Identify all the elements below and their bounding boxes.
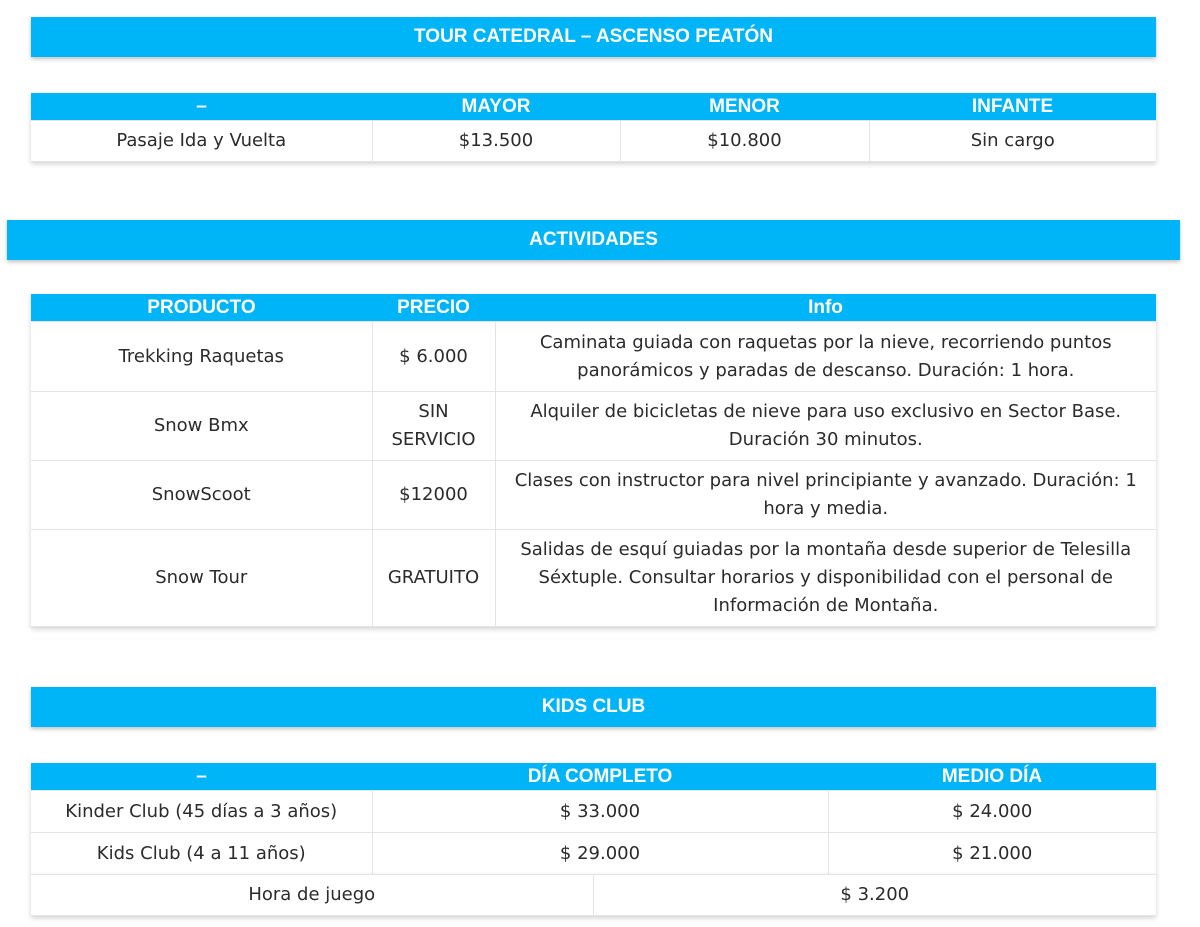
product-cell: Snow Tour xyxy=(31,530,372,627)
table-header-row xyxy=(31,93,1156,121)
hora-de-juego-table xyxy=(31,874,1156,916)
column-header: INFANTE xyxy=(869,93,1156,121)
table-cell: Sin cargo xyxy=(869,121,1156,162)
actividades-table xyxy=(31,294,1156,627)
info-cell: Clases con instructor para nivel principiante y avanzado. Duración: 1 hora y media. xyxy=(495,461,1156,530)
table-cell: $10.800 xyxy=(620,121,869,162)
product-cell: Snow Bmx xyxy=(31,392,372,461)
actividades-title: ACTIVIDADES xyxy=(529,229,658,250)
table-cell: $ 21.000 xyxy=(828,833,1156,875)
product-cell: SnowScoot xyxy=(31,461,372,530)
table-cell: Hora de juego xyxy=(31,875,593,916)
column-header: MEDIO DÍA xyxy=(828,763,1156,791)
column-header: MENOR xyxy=(620,93,869,121)
table-cell: Kinder Club (45 días a 3 años) xyxy=(31,791,372,833)
table-row xyxy=(31,392,1156,461)
price-cell: SIN SERVICIO xyxy=(372,392,495,461)
table-cell: $13.500 xyxy=(372,121,620,162)
table-row xyxy=(31,875,1156,916)
table-row xyxy=(31,530,1156,627)
table-cell: $ 29.000 xyxy=(372,833,828,875)
table-row xyxy=(31,322,1156,392)
tour-title: TOUR CATEDRAL – ASCENSO PEATÓN xyxy=(414,26,773,47)
info-cell: Salidas de esquí guiadas por la montaña desde superior de Telesilla Séxtuple. Consultar horarios y disponibilidad con el personal de Información de Montaña. xyxy=(495,530,1156,627)
table-row xyxy=(31,461,1156,530)
tour-title-banner xyxy=(31,17,1156,57)
column-header: Info xyxy=(495,294,1156,322)
column-header: – xyxy=(31,93,372,121)
kids-club-title: KIDS CLUB xyxy=(541,696,646,717)
column-header: – xyxy=(31,763,372,791)
table-cell: $ 33.000 xyxy=(372,791,828,833)
table-header-row xyxy=(31,294,1156,322)
table-cell: Kids Club (4 a 11 años) xyxy=(31,833,372,875)
column-header: PRODUCTO xyxy=(31,294,372,322)
kids-club-title-banner xyxy=(31,687,1156,727)
table-row xyxy=(31,833,1156,875)
info-cell: Alquiler de bicicletas de nieve para uso exclusivo en Sector Base. Duración 30 minutos. xyxy=(495,392,1156,461)
product-cell: Trekking Raquetas xyxy=(31,322,372,392)
table-cell: Pasaje Ida y Vuelta xyxy=(31,121,372,162)
kids-club-table xyxy=(31,763,1156,875)
price-cell: $ 6.000 xyxy=(372,322,495,392)
column-header: PRECIO xyxy=(372,294,495,322)
table-cell: $ 24.000 xyxy=(828,791,1156,833)
info-cell: Caminata guiada con raquetas por la nieve, recorriendo puntos panorámicos y paradas de descanso. Duración: 1 hora. xyxy=(495,322,1156,392)
price-cell: GRATUITO xyxy=(372,530,495,627)
column-header: DÍA COMPLETO xyxy=(372,763,828,791)
table-row xyxy=(31,121,1156,162)
table-cell: $ 3.200 xyxy=(593,875,1156,916)
tour-price-table xyxy=(31,93,1156,162)
column-header: MAYOR xyxy=(372,93,620,121)
actividades-title-banner xyxy=(7,220,1180,260)
table-row xyxy=(31,791,1156,833)
price-cell: $12000 xyxy=(372,461,495,530)
table-header-row xyxy=(31,763,1156,791)
